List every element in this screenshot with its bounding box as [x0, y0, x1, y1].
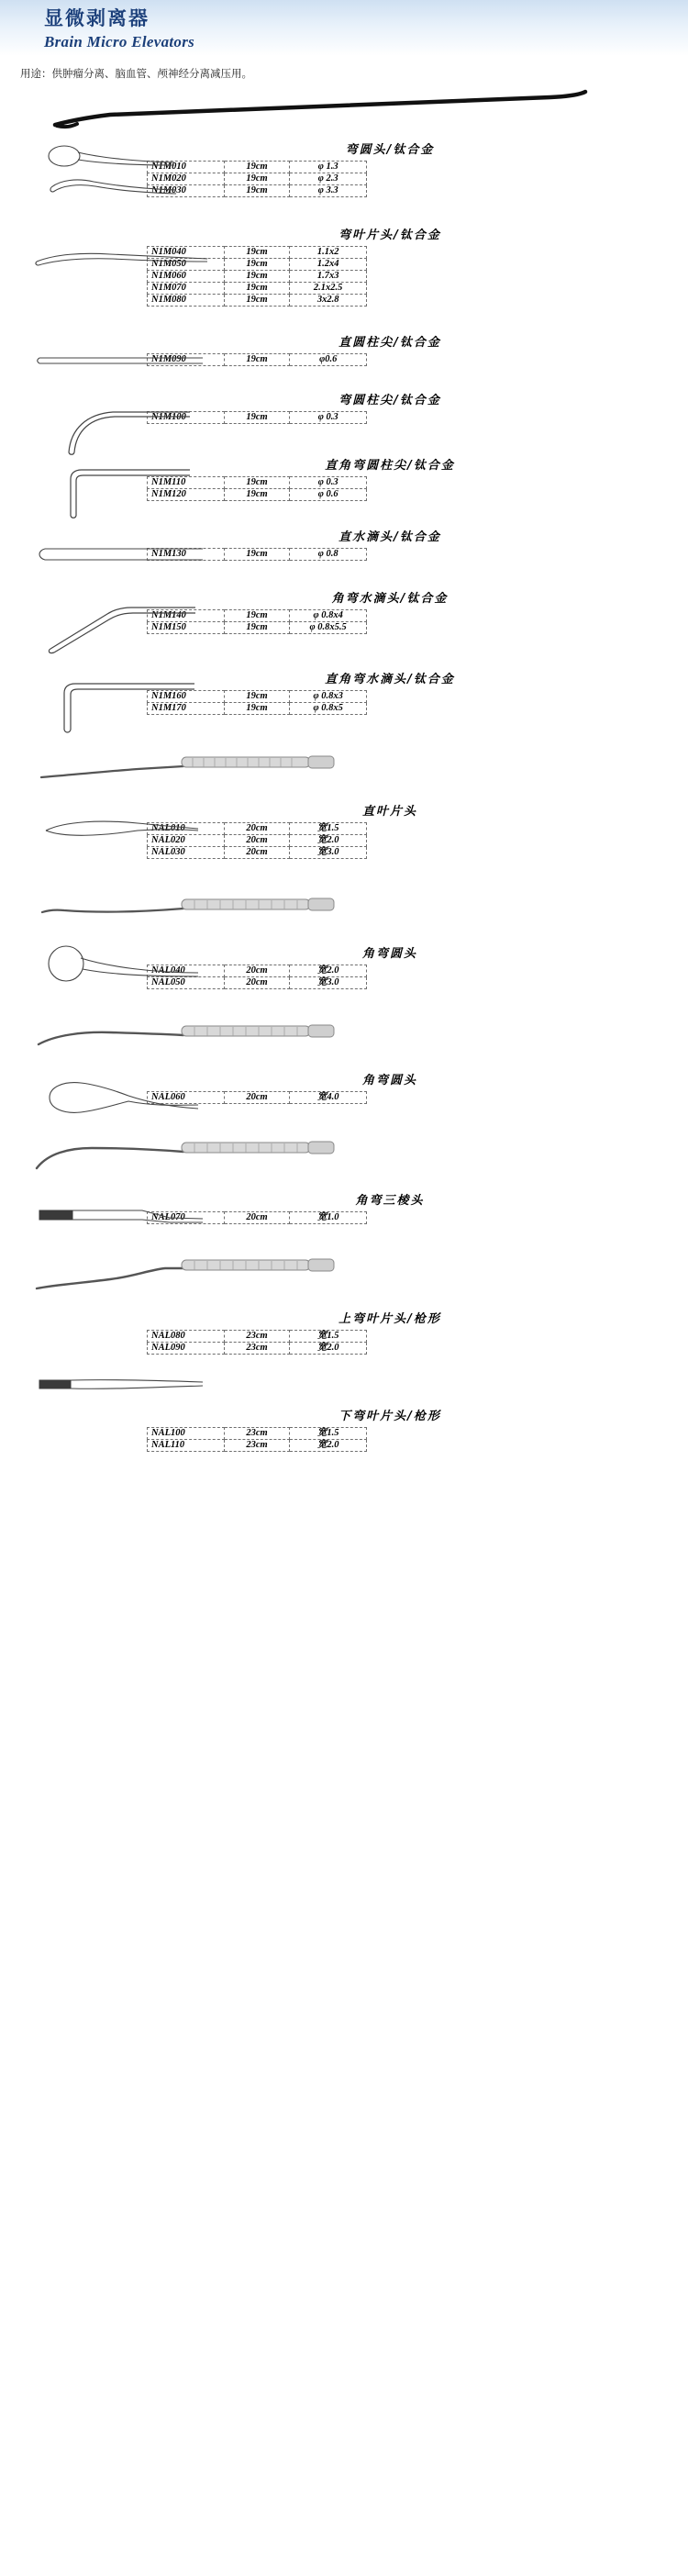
cell-size: φ 0.8x4	[290, 610, 367, 622]
section-group-7	[0, 665, 688, 715]
cell-length: 19cm	[224, 271, 290, 283]
section-group-12	[0, 1255, 688, 1355]
page-title-cn: 显微剥离器	[44, 7, 150, 29]
cell-code: N1M130	[148, 549, 225, 561]
section-group-10	[0, 1020, 688, 1104]
cell-length: 19cm	[224, 703, 290, 715]
cell-length: 20cm	[224, 977, 290, 989]
cell-length: 19cm	[224, 610, 290, 622]
cell-length: 20cm	[224, 965, 290, 977]
group-title-3: 弯圆柱尖/钛合金	[338, 394, 441, 407]
cell-size: 宽1.5	[290, 1331, 367, 1343]
group-title-11: 角弯三棱头	[355, 1194, 425, 1208]
cell-code: N1M020	[148, 173, 225, 185]
cell-size: 宽2.0	[290, 835, 367, 847]
cell-length: 23cm	[224, 1440, 290, 1452]
cell-code: NAL090	[148, 1343, 225, 1355]
spec-table-13	[147, 1427, 367, 1452]
instrument-illustration-handle-4	[0, 1255, 688, 1301]
instrument-illustration-main	[0, 81, 688, 136]
cell-length: 19cm	[224, 412, 290, 424]
table-row	[148, 1440, 367, 1452]
group-title-10: 角弯圆头	[361, 1074, 417, 1087]
section-group-11	[0, 1137, 688, 1224]
cell-code: NAL030	[148, 847, 225, 859]
cell-size: φ 0.3	[290, 412, 367, 424]
cell-length: 19cm	[224, 247, 290, 259]
cell-length: 20cm	[224, 1092, 290, 1104]
instrument-illustration-1	[28, 241, 211, 283]
cell-length: 20cm	[224, 1212, 290, 1224]
cell-code: N1M050	[148, 259, 225, 271]
instrument-illustration-4	[50, 455, 197, 526]
table-row	[148, 295, 367, 307]
section-group-6	[0, 585, 688, 634]
cell-size: 宽1.0	[290, 1212, 367, 1224]
instrument-illustration-0	[37, 143, 183, 205]
cell-code: NAL020	[148, 835, 225, 847]
cell-code: N1M060	[148, 271, 225, 283]
cell-size: 宽3.0	[290, 977, 367, 989]
cell-code: N1M080	[148, 295, 225, 307]
cell-code: NAL040	[148, 965, 225, 977]
cell-length: 19cm	[224, 295, 290, 307]
cell-code: NAL100	[148, 1428, 225, 1440]
cell-code: NAL110	[148, 1440, 225, 1452]
instrument-illustration-7	[46, 669, 202, 740]
cell-size: 宽4.0	[290, 1092, 367, 1104]
instrument-illustration-13	[32, 1367, 206, 1411]
cell-length: 19cm	[224, 162, 290, 173]
cell-length: 19cm	[224, 622, 290, 634]
table-row	[148, 1331, 367, 1343]
group-title-7: 直角弯水滴头/钛合金	[325, 673, 455, 686]
section-group-5	[0, 523, 688, 561]
instrument-illustration-8	[37, 814, 202, 850]
group-title-13: 下弯叶片头/枪形	[338, 1410, 441, 1423]
cell-length: 19cm	[224, 173, 290, 185]
table-row	[148, 1428, 367, 1440]
cell-size: φ 0.8x3	[290, 691, 367, 703]
cell-size: 2.1x2.5	[290, 283, 367, 295]
instrument-illustration-9	[37, 945, 202, 999]
cell-size: φ0.6	[290, 354, 367, 366]
cell-size: 宽2.0	[290, 965, 367, 977]
table-row	[148, 283, 367, 295]
cell-size: φ 0.8x5	[290, 703, 367, 715]
page-header	[0, 0, 688, 57]
group-title-0: 弯圆头/钛合金	[345, 143, 435, 157]
cell-code: N1M100	[148, 412, 225, 424]
instrument-illustration-handle-2	[0, 1020, 688, 1063]
cell-size: 宽3.0	[290, 847, 367, 859]
instrument-illustration-10	[37, 1077, 202, 1126]
group-title-4: 直角弯圆柱尖/钛合金	[325, 459, 455, 473]
section-group-1	[0, 221, 688, 307]
cell-size: 3x2.8	[290, 295, 367, 307]
section-group-4	[0, 452, 688, 501]
cell-code: N1M030	[148, 185, 225, 197]
instrument-illustration-5	[32, 538, 206, 575]
cell-size: φ 0.8x5.5	[290, 622, 367, 634]
cell-size: φ 3.3	[290, 185, 367, 197]
cell-size: 宽2.0	[290, 1440, 367, 1452]
section-group-2	[0, 329, 688, 366]
cell-code: N1M110	[148, 477, 225, 489]
cell-size: 1.1x2	[290, 247, 367, 259]
cell-length: 19cm	[224, 283, 290, 295]
page-title-en: Brain Micro Elevators	[44, 33, 195, 50]
cell-code: N1M040	[148, 247, 225, 259]
instrument-illustration-handle-3	[0, 1137, 688, 1183]
cell-size: φ 1.3	[290, 162, 367, 173]
cell-length: 19cm	[224, 489, 290, 501]
cell-length: 23cm	[224, 1343, 290, 1355]
cell-length: 19cm	[224, 477, 290, 489]
cell-code: N1M160	[148, 691, 225, 703]
cell-size: 宽2.0	[290, 1343, 367, 1355]
group-title-9: 角弯圆头	[361, 947, 417, 961]
cell-length: 19cm	[224, 354, 290, 366]
instrument-illustration-11	[32, 1199, 206, 1241]
cell-size: φ 0.6	[290, 489, 367, 501]
cell-length: 19cm	[224, 549, 290, 561]
group-title-5: 直水滴头/钛合金	[338, 530, 441, 544]
group-title-6: 角弯水滴头/钛合金	[331, 592, 449, 606]
spec-table-12	[147, 1330, 367, 1355]
usage-text: 用途：供肿瘤分离、脑血管、颅神经分离减压用。	[20, 67, 252, 80]
cell-length: 19cm	[224, 691, 290, 703]
cell-code: N1M150	[148, 622, 225, 634]
section-group-8	[0, 752, 688, 859]
instrument-illustration-handle-0	[0, 752, 688, 794]
section-group-9	[0, 894, 688, 989]
section-group-13	[0, 1367, 688, 1452]
cell-size: φ 0.8	[290, 549, 367, 561]
section-group-0	[0, 136, 688, 197]
cell-code: N1M120	[148, 489, 225, 501]
cell-code: NAL070	[148, 1212, 225, 1224]
cell-length: 23cm	[224, 1331, 290, 1343]
table-row	[148, 1343, 367, 1355]
cell-code: NAL010	[148, 823, 225, 835]
instrument-illustration-handle-1	[0, 894, 688, 936]
group-title-1: 弯叶片头/钛合金	[338, 229, 441, 242]
cell-length: 19cm	[224, 185, 290, 197]
cell-size: 宽1.5	[290, 823, 367, 835]
cell-code: NAL050	[148, 977, 225, 989]
cell-code: NAL080	[148, 1331, 225, 1343]
cell-length: 20cm	[224, 847, 290, 859]
cell-length: 23cm	[224, 1428, 290, 1440]
cell-size: φ 0.3	[290, 477, 367, 489]
cell-size: 1.7x3	[290, 271, 367, 283]
group-title-8: 直叶片头	[361, 805, 417, 819]
cell-code: N1M010	[148, 162, 225, 173]
cell-size: 1.2x4	[290, 259, 367, 271]
cell-code: N1M140	[148, 610, 225, 622]
cell-size: 宽1.5	[290, 1428, 367, 1440]
cell-code: N1M170	[148, 703, 225, 715]
cell-length: 20cm	[224, 823, 290, 835]
instrument-illustration-6	[41, 590, 202, 661]
cell-code: N1M070	[148, 283, 225, 295]
cell-code: NAL060	[148, 1092, 225, 1104]
cell-length: 19cm	[224, 259, 290, 271]
section-group-3	[0, 386, 688, 424]
group-title-2: 直圆柱尖/钛合金	[338, 336, 441, 350]
cell-size: φ 2.3	[290, 173, 367, 185]
cell-length: 20cm	[224, 835, 290, 847]
cell-code: N1M090	[148, 354, 225, 366]
group-title-12: 上弯叶片头/枪形	[338, 1312, 441, 1326]
instrument-illustration-2	[32, 345, 206, 381]
